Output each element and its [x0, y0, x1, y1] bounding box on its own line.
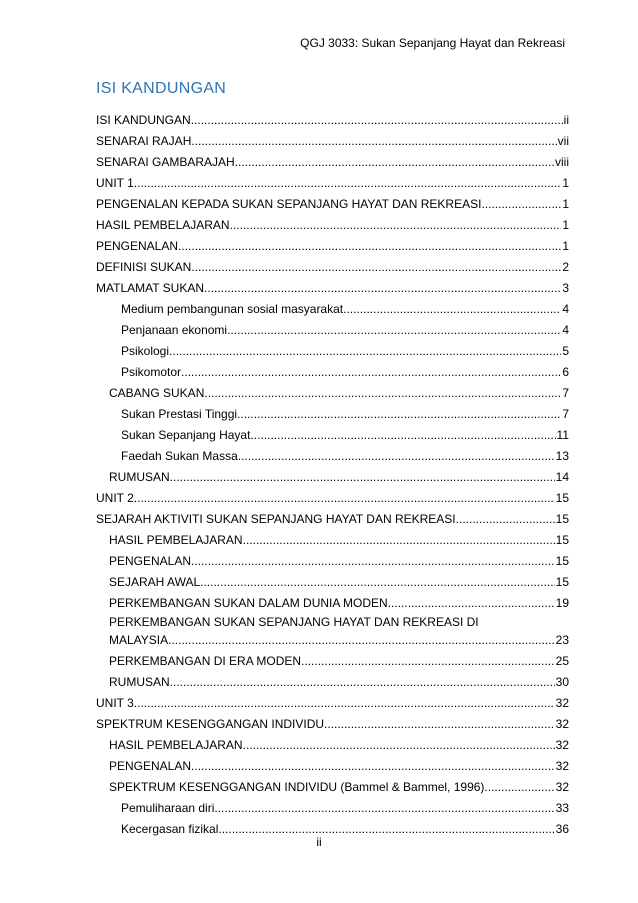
toc-entry-label: RUMUSAN — [109, 675, 170, 689]
dot-leader — [134, 173, 562, 194]
toc-entry-label: Sukan Prestasi Tinggi — [121, 407, 238, 421]
toc-entry-page: 19 — [555, 596, 569, 610]
toc-entry-label: MATLAMAT SUKAN — [96, 281, 205, 295]
toc-entry-page: 32 — [555, 780, 569, 794]
toc-entry-label: ISI KANDUNGAN — [96, 113, 191, 127]
dot-leader — [250, 425, 555, 446]
toc-entry-page: 32 — [555, 759, 569, 773]
toc-entry-label: SENARAI RAJAH — [96, 134, 192, 148]
toc-entry-page: 1 — [562, 197, 569, 211]
toc-entry-label: Penjanaan ekonomi — [121, 323, 228, 337]
dot-leader — [204, 383, 561, 404]
dot-leader — [230, 215, 562, 236]
toc-entry-label: PENGENALAN — [109, 759, 192, 773]
toc-entry-page: viii — [555, 155, 569, 169]
dot-leader — [456, 509, 555, 530]
toc-entry-page: 5 — [562, 344, 569, 358]
toc-entry-page: 1 — [562, 176, 569, 190]
toc-entry-label: PENGENALAN KEPADA SUKAN SEPANJANG HAYAT DAN REKREASI — [96, 197, 482, 211]
toc-entry[interactable] — [96, 425, 569, 446]
toc-entry-label: PENGENALAN — [109, 554, 192, 568]
toc-entry-page: 15 — [555, 491, 569, 505]
toc-entry-page: 7 — [562, 407, 569, 421]
dot-leader — [191, 551, 555, 572]
dot-leader — [343, 299, 561, 320]
toc-entry-label: Faedah Sukan Massa — [121, 449, 238, 463]
toc-entry-page: 15 — [555, 575, 569, 589]
toc-entry[interactable] — [96, 404, 569, 425]
toc-entry[interactable] — [96, 756, 569, 777]
toc-entry-page: 32 — [555, 717, 569, 731]
toc-entry-page: 32 — [555, 738, 569, 752]
toc-entry[interactable] — [96, 320, 569, 341]
toc-entry-page: 13 — [555, 449, 569, 463]
toc-entry-label: SEJARAH AKTIVITI SUKAN SEPANJANG HAYAT DAN REKREASI — [96, 512, 456, 526]
toc-entry-label: HASIL PEMBELAJARAN — [96, 218, 230, 232]
toc-entry-label: Psikomotor — [121, 365, 182, 379]
toc-entry[interactable] — [96, 173, 569, 194]
toc-entry-label: UNIT 3 — [96, 696, 134, 710]
toc-entry[interactable] — [96, 551, 569, 572]
toc-entry-label: SPEKTRUM KESENGGANGAN INDIVIDU (Bammel & Bammel, 1996) — [109, 780, 485, 794]
toc-entry-label-continued: MALAYSIA — [109, 633, 169, 647]
toc-entry-label: RUMUSAN — [109, 470, 170, 484]
toc-entry-label: SEJARAH AWAL — [109, 575, 201, 589]
toc-entry-page: 1 — [562, 218, 569, 232]
dot-leader — [200, 572, 555, 593]
toc-entry[interactable] — [96, 714, 569, 735]
dot-leader — [169, 341, 561, 362]
toc-entry[interactable] — [96, 299, 569, 320]
toc-entry-page: 36 — [555, 822, 569, 836]
table-of-contents — [96, 110, 569, 840]
page-number: ii — [316, 835, 322, 849]
dot-leader — [134, 488, 555, 509]
toc-entry-page: 32 — [555, 696, 569, 710]
toc-entry[interactable] — [96, 672, 569, 693]
toc-entry[interactable] — [96, 110, 569, 131]
toc-entry-label: Kecergasan fizikal — [121, 822, 219, 836]
toc-entry[interactable] — [96, 572, 569, 593]
toc-entry-label: PERKEMBANGAN DI ERA MODEN — [109, 654, 302, 668]
toc-entry-label: UNIT 2 — [96, 491, 134, 505]
toc-entry-page: 15 — [555, 533, 569, 547]
toc-entry-label: SPEKTRUM KESENGGANGAN INDIVIDU — [96, 717, 325, 731]
toc-entry[interactable] — [96, 798, 569, 819]
toc-entry-page: vii — [557, 134, 569, 148]
toc-entry[interactable] — [96, 446, 569, 467]
toc-entry[interactable] — [96, 651, 569, 672]
toc-entry[interactable] — [96, 383, 569, 404]
dot-leader — [238, 446, 555, 467]
toc-entry[interactable] — [96, 194, 569, 215]
dot-leader — [243, 530, 555, 551]
toc-entry-page: ii — [563, 113, 569, 127]
toc-entry[interactable] — [96, 593, 569, 614]
dot-leader — [178, 236, 561, 257]
running-header: QGJ 3033: Sukan Sepanjang Hayat dan Rekreasi — [300, 36, 565, 50]
dot-leader — [181, 362, 561, 383]
dot-leader — [481, 194, 561, 215]
dot-leader — [168, 630, 555, 651]
toc-entry-label: Sukan Sepanjang Hayat — [121, 428, 251, 442]
toc-entry-label: HASIL PEMBELAJARAN — [109, 533, 243, 547]
dot-leader — [388, 593, 555, 614]
toc-entry[interactable] — [96, 488, 569, 509]
toc-entry[interactable] — [96, 278, 569, 299]
toc-entry-label: PERKEMBANGAN SUKAN SEPANJANG HAYAT DAN REKREASI DI — [109, 615, 479, 629]
toc-entry[interactable] — [96, 530, 569, 551]
toc-entry-page: 15 — [555, 554, 569, 568]
dot-leader — [191, 257, 561, 278]
toc-entry[interactable] — [96, 257, 569, 278]
dot-leader — [191, 131, 556, 152]
toc-entry-page: 6 — [562, 365, 569, 379]
toc-entry-page: 7 — [562, 386, 569, 400]
toc-entry-label: Medium pembangunan sosial masyarakat — [121, 302, 344, 316]
toc-entry-page: 25 — [555, 654, 569, 668]
dot-leader — [214, 798, 554, 819]
toc-entry[interactable] — [96, 236, 569, 257]
dot-leader — [237, 404, 561, 425]
toc-entry-label: Pemuliharaan diri — [121, 801, 215, 815]
toc-entry[interactable] — [96, 509, 569, 530]
dot-leader — [170, 672, 555, 693]
dot-leader — [324, 714, 555, 735]
toc-entry[interactable] — [96, 152, 569, 173]
toc-entry-page: 33 — [555, 801, 569, 815]
toc-entry[interactable] — [96, 467, 569, 488]
toc-entry[interactable] — [96, 693, 569, 714]
toc-entry-page: 1 — [562, 239, 569, 253]
toc-entry-page: 23 — [555, 633, 569, 647]
toc-entry[interactable] — [96, 131, 569, 152]
toc-entry[interactable] — [96, 362, 569, 383]
toc-entry[interactable] — [96, 215, 569, 236]
dot-leader — [301, 651, 555, 672]
toc-entry-label: PERKEMBANGAN SUKAN DALAM DUNIA MODEN — [109, 596, 388, 610]
toc-entry[interactable] — [96, 735, 569, 756]
dot-leader — [484, 777, 554, 798]
toc-entry-page: 4 — [562, 302, 569, 316]
toc-entry-page: 15 — [555, 512, 569, 526]
toc-entry-page: 11 — [556, 428, 569, 442]
toc-entry[interactable] — [96, 614, 569, 651]
toc-entry-page: 30 — [555, 675, 569, 689]
toc-entry-label: PENGENALAN — [96, 239, 179, 253]
toc-entry-page: 2 — [562, 260, 569, 274]
dot-leader — [191, 756, 555, 777]
toc-entry-page: 14 — [555, 470, 569, 484]
toc-heading: ISI KANDUNGAN — [96, 80, 227, 97]
toc-entry-label: CABANG SUKAN — [109, 386, 205, 400]
toc-entry-label: UNIT 1 — [96, 176, 134, 190]
toc-entry-label: HASIL PEMBELAJARAN — [109, 738, 243, 752]
toc-entry-page: 4 — [562, 323, 569, 337]
dot-leader — [243, 735, 555, 756]
dot-leader — [170, 467, 555, 488]
toc-entry-label: Psikologi — [121, 344, 170, 358]
dot-leader — [235, 152, 554, 173]
dot-leader — [191, 110, 563, 131]
toc-entry[interactable] — [96, 341, 569, 362]
toc-entry-page: 3 — [562, 281, 569, 295]
toc-entry-label: DEFINISI SUKAN — [96, 260, 192, 274]
dot-leader — [134, 693, 555, 714]
dot-leader — [227, 320, 561, 341]
toc-entry-label: SENARAI GAMBARAJAH — [96, 155, 235, 169]
toc-entry[interactable] — [96, 777, 569, 798]
dot-leader — [204, 278, 561, 299]
